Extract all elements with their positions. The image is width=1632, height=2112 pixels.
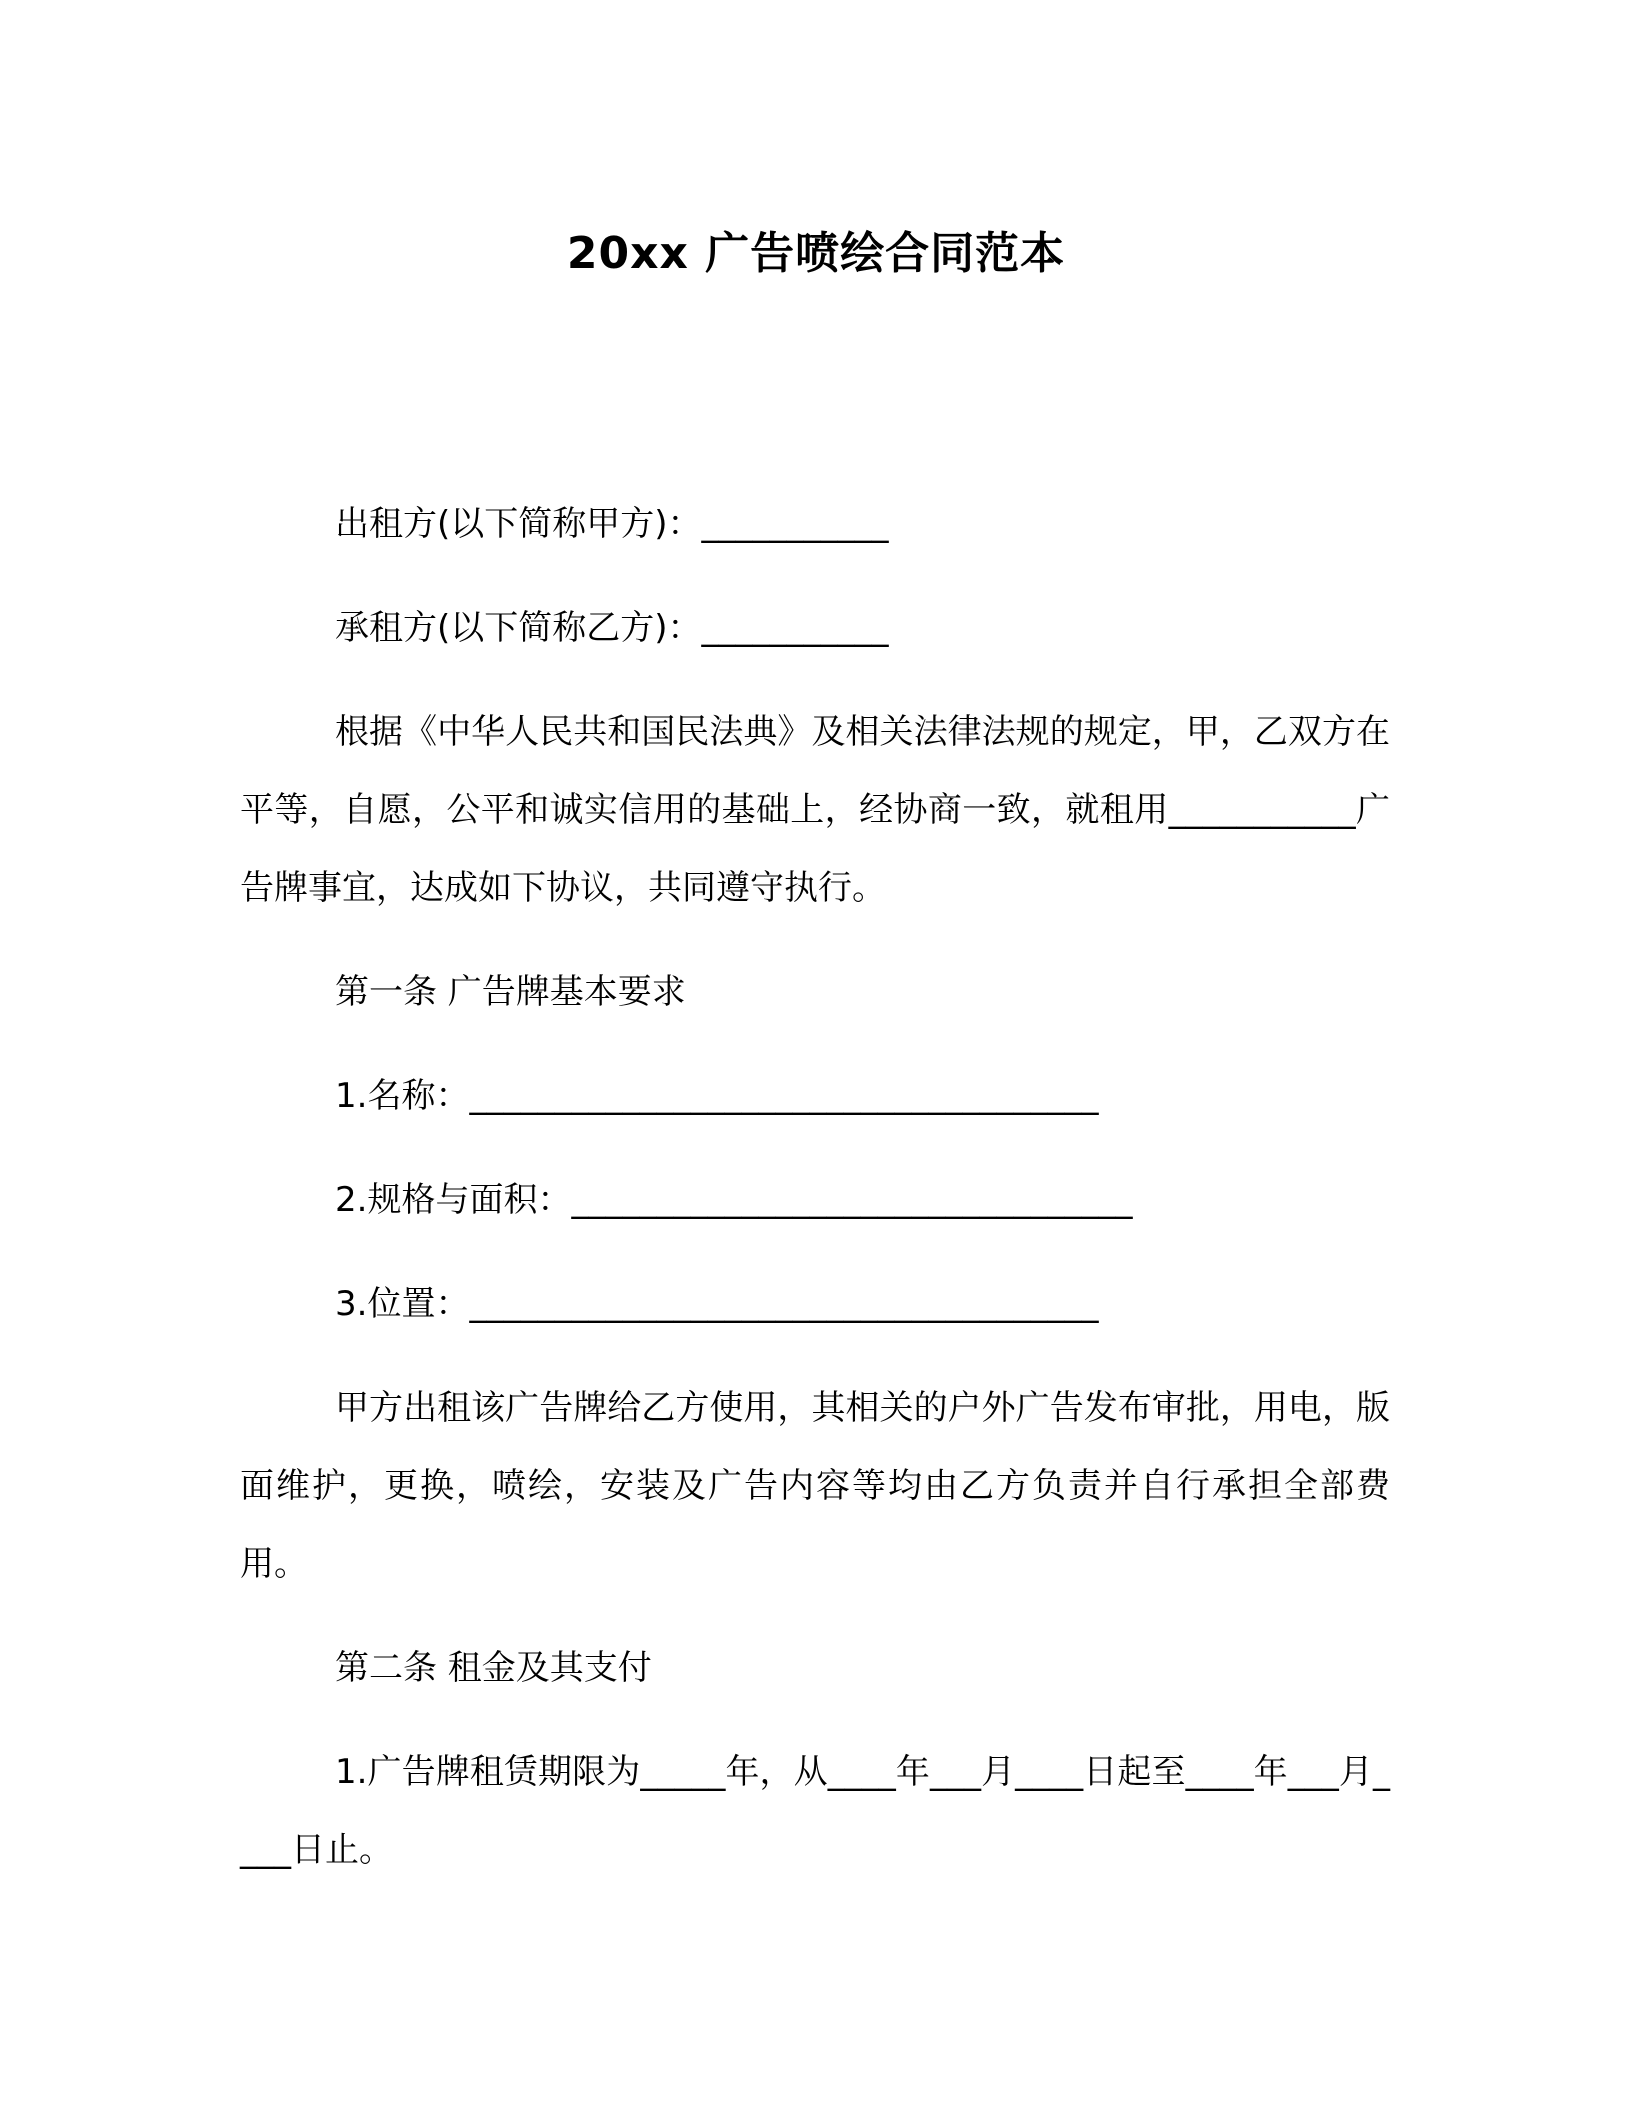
lease-term-paragraph: 1.广告牌租赁期限为_____年，从____年___月____日起至____年___月____日止。: [240, 1752, 1390, 1870]
article-2-heading: 第二条 租金及其支付: [335, 1648, 652, 1688]
lease-responsibility-paragraph: 甲方出租该广告牌给乙方使用，其相关的户外广告发布审批，用电，版面维护，更换，喷绘，安装及广告内容等均由乙方负责并自行承担全部费用。: [240, 1388, 1390, 1584]
billboard-location-line: 3.位置：_____________________________________: [335, 1284, 1099, 1324]
billboard-size-line: 2.规格与面积：_________________________________: [335, 1180, 1133, 1220]
party-b-line: 承租方(以下简称乙方)：___________: [335, 608, 889, 648]
billboard-name-line: 1.名称：_____________________________________: [335, 1076, 1099, 1116]
article-1-heading: 第一条 广告牌基本要求: [335, 972, 686, 1012]
document-title: 20xx 广告喷绘合同范本: [566, 228, 1066, 279]
document-body: [240, 485, 1390, 1915]
party-a-line: 出租方(以下简称甲方)：___________: [335, 504, 889, 544]
preamble-paragraph: 根据《中华人民共和国民法典》及相关法律法规的规定，甲，乙双方在平等，自愿，公平和诚实信用的基础上，经协商一致，就租用___________广告牌事宜，达成如下协议，共同遵守执行。: [240, 712, 1390, 908]
